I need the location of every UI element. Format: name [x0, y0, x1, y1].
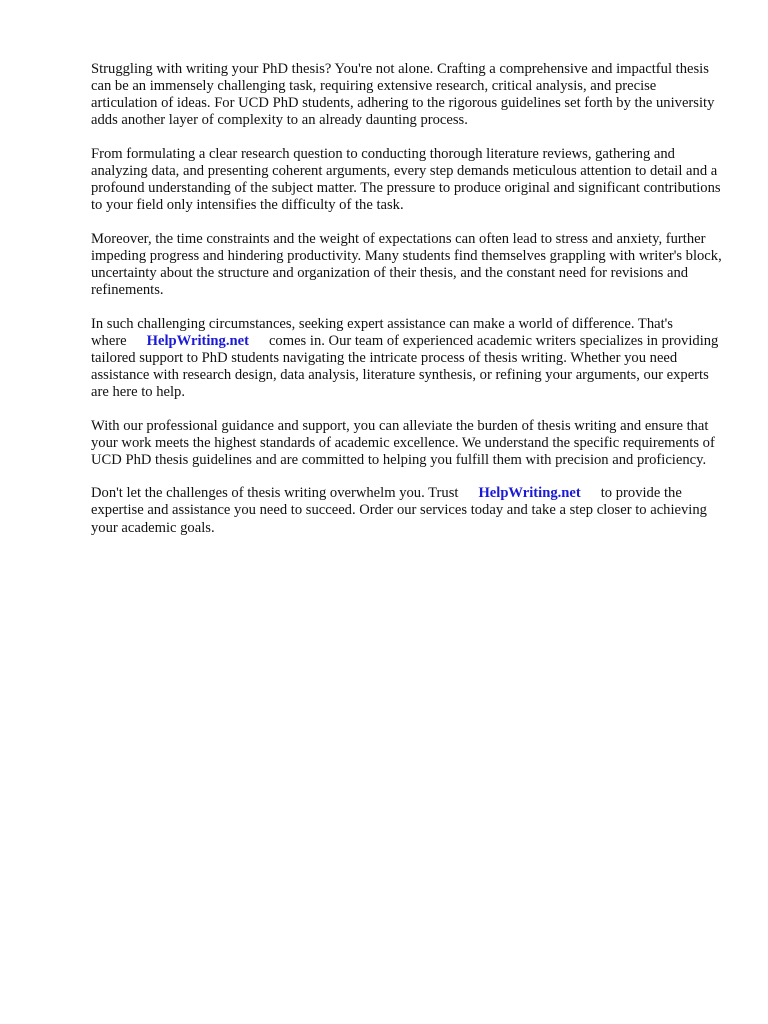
paragraph-intro: Struggling with writing your PhD thesis? You're not alone. Crafting a comprehensive and impactful thesis can be an immensely challenging task, requiring extensive research, critical analysis, and precise articulation of ideas. For UCD PhD students, adhering to the rigorous guidelines set forth by the university adds another layer of complexity to an already daunting process. [91, 61, 715, 129]
paragraph-expert-assistance [91, 316, 725, 401]
paragraph-expert-assistance-tail: comes in. Our team of experienced academic writers specializes in providing tailored support to PhD students navigating the intricate process of thesis writing. Whether you need assistance with research design, data analysis, literature synthesis, or refining your arguments, our experts are here to help. [91, 332, 719, 400]
paragraph-professional-guidance: With our professional guidance and support, you can alleviate the burden of thesis writing and ensure that your work meets the highest standards of academic excellence. We understand the specific requirements of UCD PhD thesis guidelines and are committed to helping you fulfill them with precision and proficiency. [91, 417, 715, 468]
paragraph-expert-assistance-lead: In such challenging circumstances, seeking expert assistance can make a world of difference. That's where [91, 315, 673, 349]
paragraph-call-to-action-tail: to provide the expertise and assistance you need to succeed. Order our services today and take a step closer to achieving your academic goals. [91, 485, 707, 536]
paragraph-research-steps: From formulating a clear research question to conducting thorough literature reviews, gathering and analyzing data, and presenting coherent arguments, every step demands meticulous attention to detail and a profound understanding of the subject matter. The pressure to produce original and significant contributions to your field only intensifies the difficulty of the task. [91, 145, 721, 214]
helpwriting-link[interactable]: HelpWriting.net [146, 332, 249, 349]
helpwriting-link[interactable]: HelpWriting.net [478, 485, 581, 502]
paragraph-call-to-action-lead: Don't let the challenges of thesis writing overwhelm you. Trust [91, 485, 459, 502]
document-body [91, 61, 725, 553]
paragraph-time-constraints: Moreover, the time constraints and the weight of expectations can often lead to stress and anxiety, further impeding progress and hindering productivity. Many students find themselves grappling with writer's block, uncertainty about the structure and organization of their thesis, and the constant need for revisions and refinements. [91, 230, 722, 299]
paragraph-call-to-action [91, 485, 725, 536]
